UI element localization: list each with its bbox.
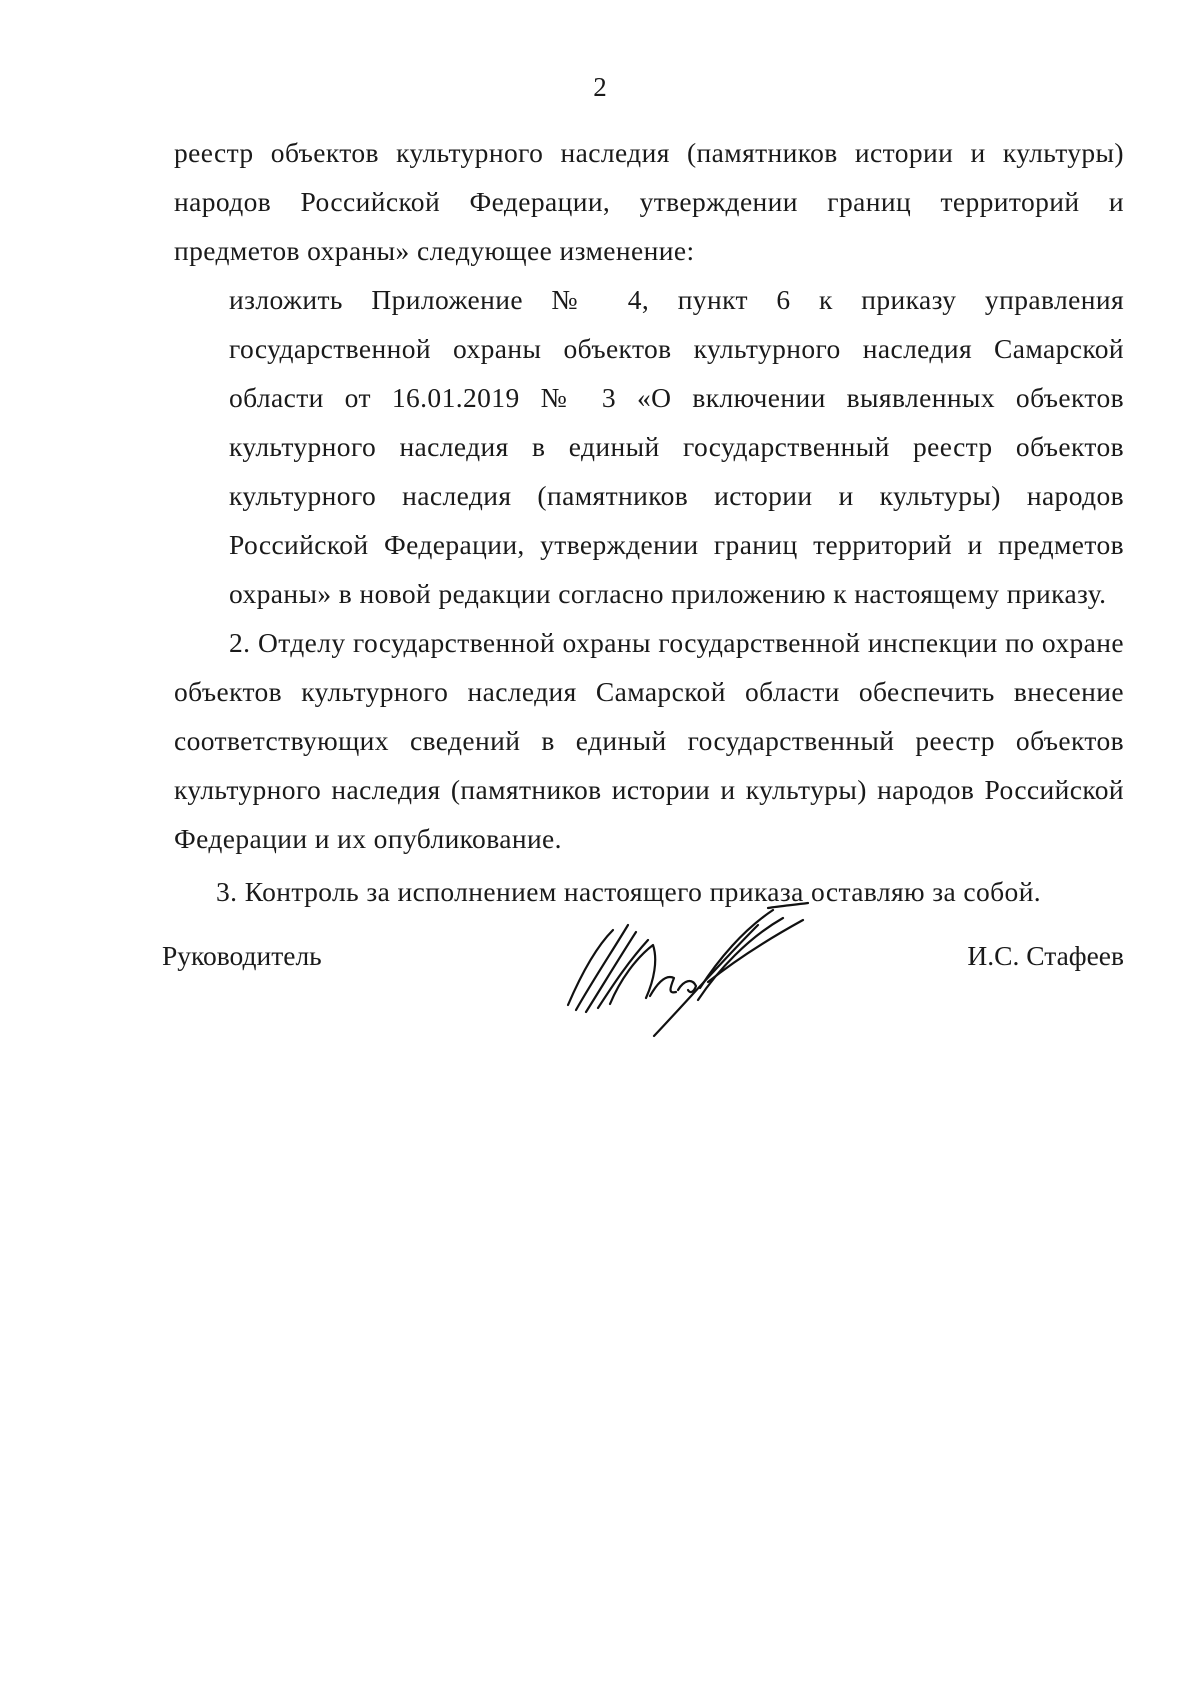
paragraph-amendment-text: изложить Приложение № 4, пункт 6 к приказу управления государственной охраны объектов культурного наследия Самарской области от 16.01.2019 № 3 «О включении выявленных объектов культурного наследия в единый государственный реестр объектов культурного наследия (памятников истории и культуры) народов Российской Федерации, утверждении границ территорий и предметов охраны» в новой редакции согласно приложению к настоящему приказу. xyxy=(229,284,1124,609)
signature-block xyxy=(162,930,1124,1050)
document-body xyxy=(174,128,1124,916)
signatory-name: И.С. Стафеев xyxy=(967,940,1124,971)
signatory-position: Руководитель xyxy=(162,940,322,971)
paragraph-registry-continuation: реестр объектов культурного наследия (памятников истории и культуры) народов Российской Федерации, утверждении границ территорий и предметов охраны» следующее изменение: xyxy=(174,137,1124,266)
page-number: 2 xyxy=(593,72,607,102)
paragraph-item-2: 2. Отделу государственной охраны государственной инспекции по охране объектов культурного наследия Самарской области обеспечить внесение соответствующих сведений в единый государственный реестр объектов культурного наследия (памятников истории и культуры) народов Российской Федерации и их опубликование. xyxy=(174,627,1124,854)
paragraph-item-3: 3. Контроль за исполнением настоящего приказа оставляю за собой. xyxy=(216,876,1042,907)
handwritten-signature xyxy=(558,900,818,1040)
